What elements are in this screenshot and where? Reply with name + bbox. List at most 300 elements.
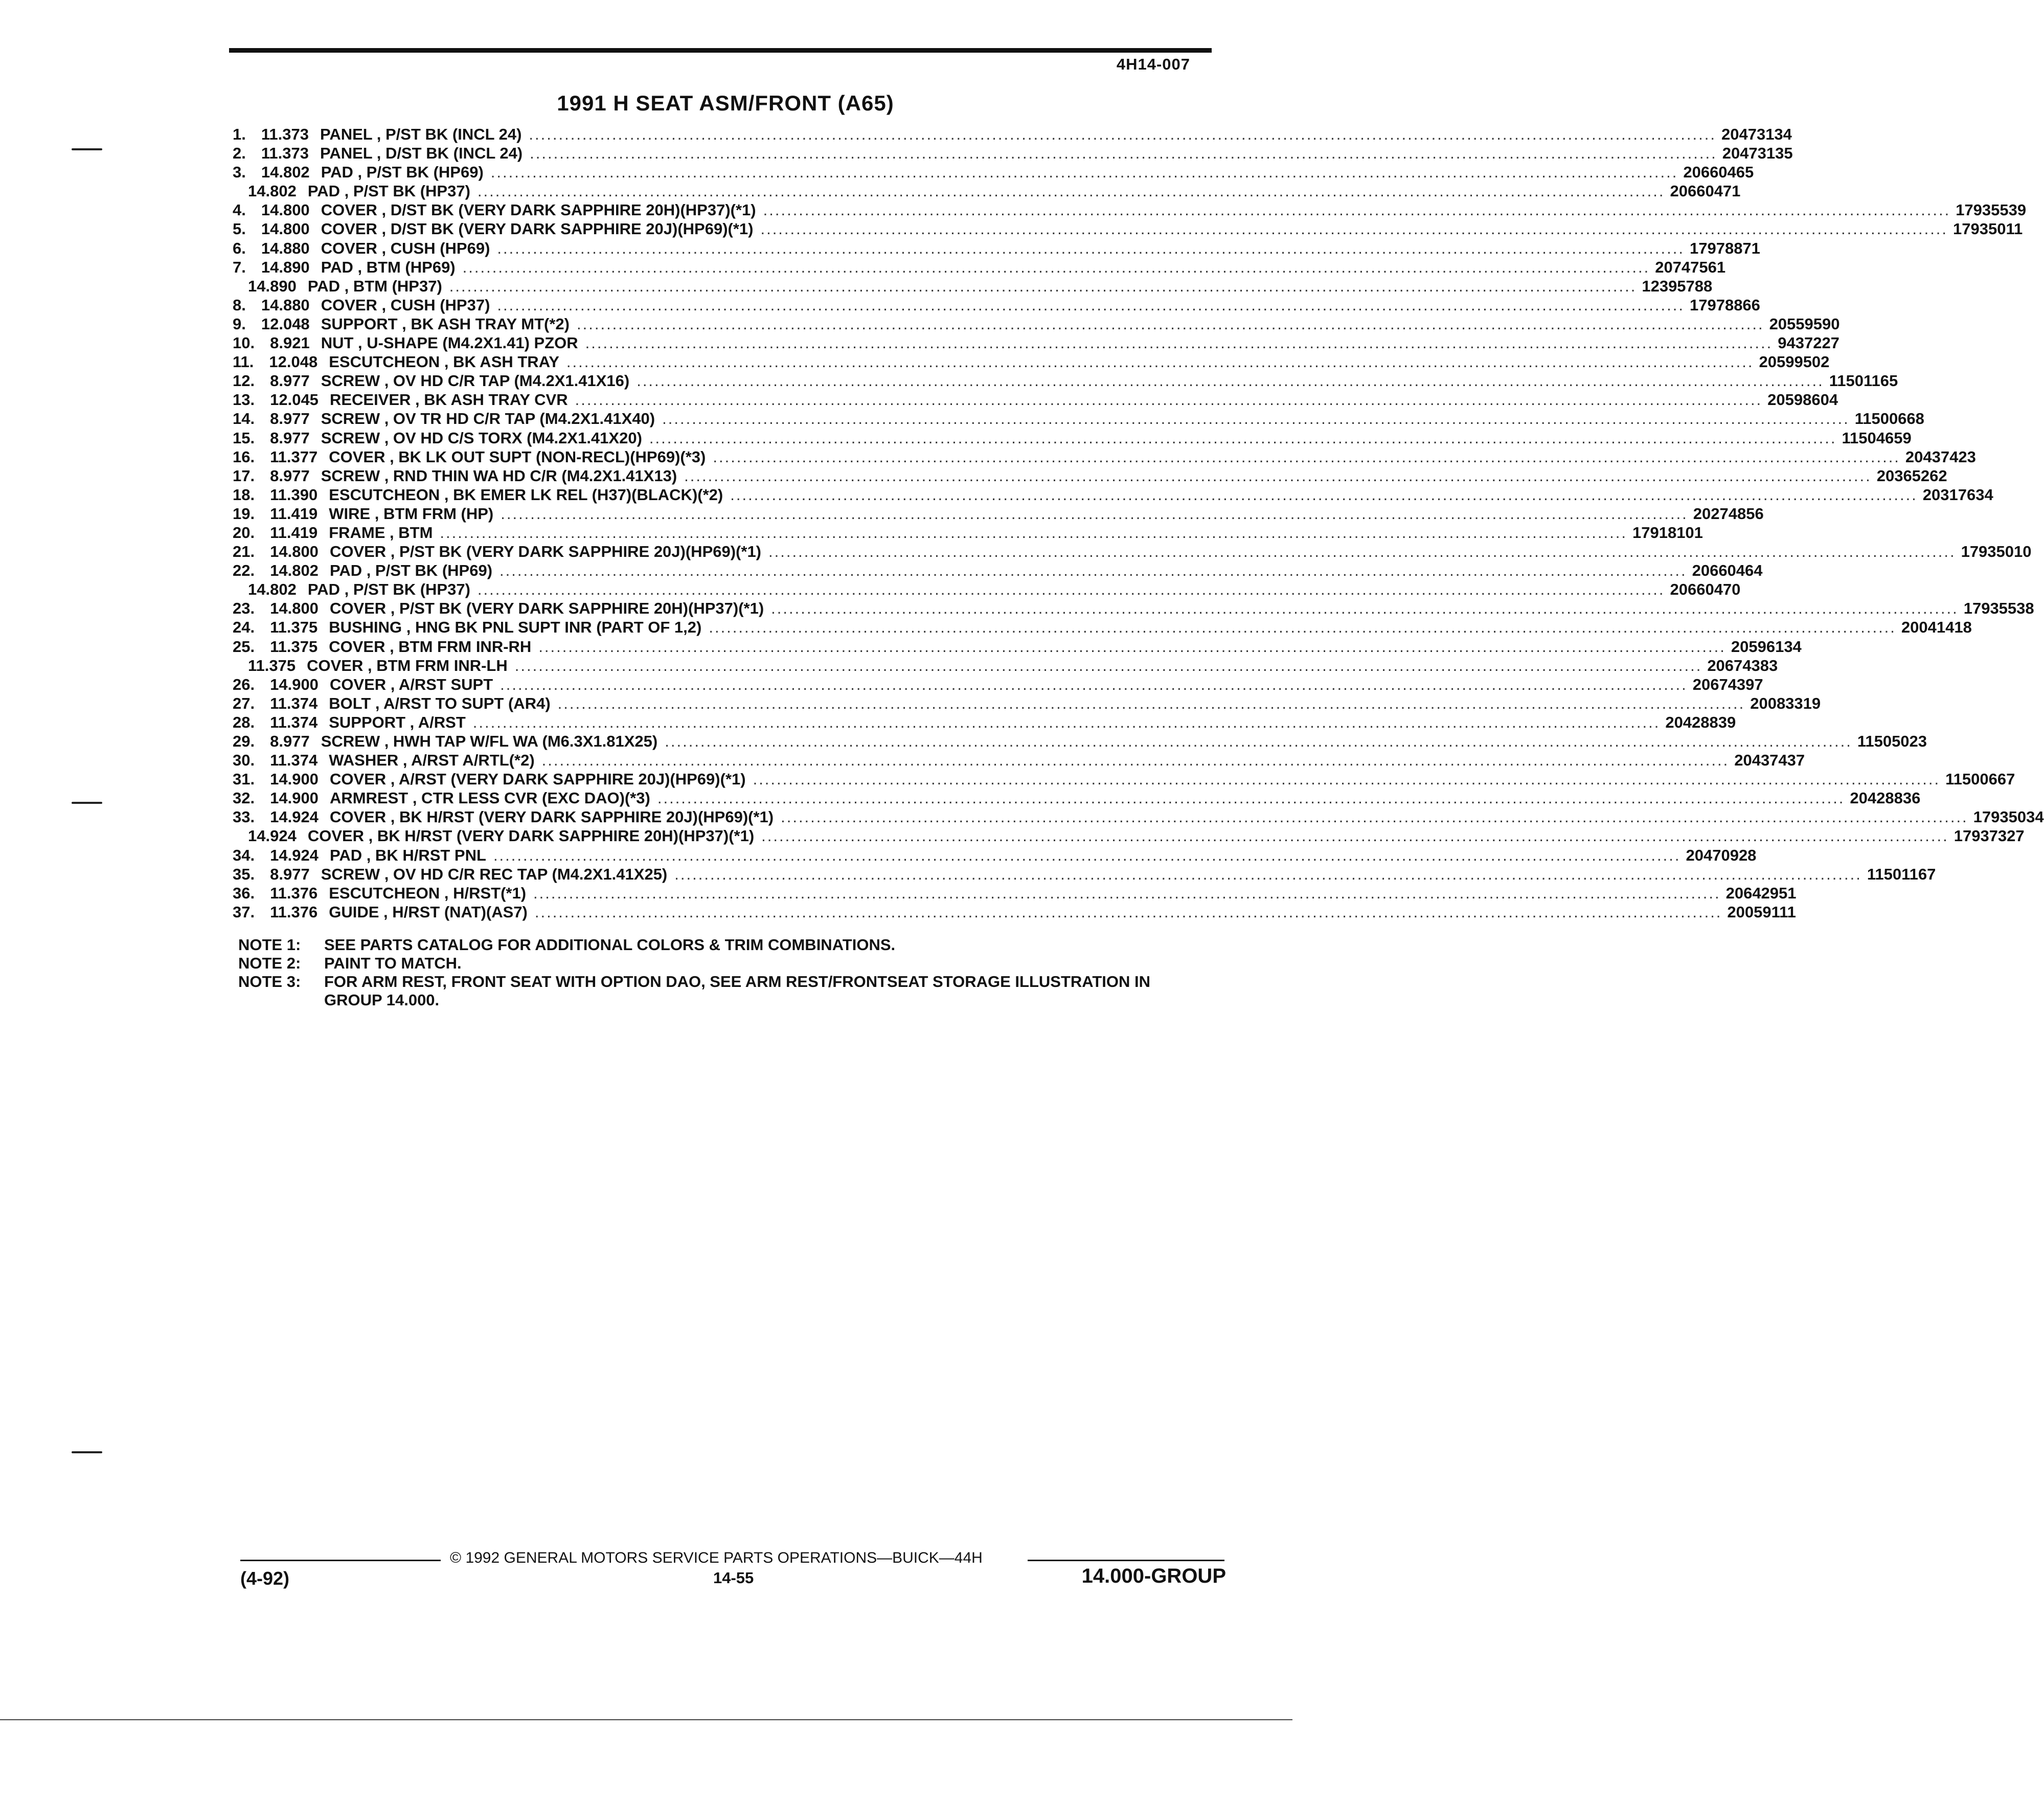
dot-leader: ........................................................................................................................................................................................................: [763, 201, 1951, 219]
description-text: BOLT , A/RST TO SUPT (AR4): [329, 694, 551, 712]
group-number: 14.802: [270, 561, 319, 580]
part-number: 20437423: [1905, 447, 1976, 466]
item-number: 16.: [233, 447, 255, 466]
footer-page-number: 14-55: [713, 1569, 754, 1587]
item-number: 4.: [233, 201, 246, 219]
note: [238, 973, 1168, 1009]
item-number: 26.: [233, 675, 255, 693]
part-number: 12395788: [1642, 277, 1713, 295]
description-text: PAD , BK H/RST PNL: [329, 846, 486, 864]
table-row: [233, 865, 1936, 884]
part-description: [330, 789, 1850, 807]
group-number: 8.977: [270, 372, 310, 390]
part-number: 20274856: [1693, 504, 1764, 523]
description-text: COVER , BK LK OUT SUPT (NON-RECL)(HP69)(*3): [329, 447, 706, 466]
description-text: COVER , A/RST (VERY DARK SAPPHIRE 20J)(HP69)(*1): [329, 770, 746, 789]
description-text: SCREW , OV TR HD C/R TAP (M4.2X1.41X40): [321, 410, 655, 428]
table-row: [233, 694, 1821, 713]
dot-leader: ........................................................................................................................................................................................................: [440, 523, 1627, 542]
part-description: [321, 163, 1684, 182]
part-number: 20041418: [1901, 618, 1972, 637]
group-number: 14.900: [270, 770, 319, 789]
dot-leader: ........................................................................................................................................................................................................: [538, 637, 1726, 656]
dot-leader: ........................................................................................................................................................................................................: [499, 561, 1687, 580]
footer-rule-right: [1028, 1560, 1224, 1561]
table-row: [233, 618, 1972, 637]
group-number: 11.419: [270, 504, 318, 523]
item-number: 36.: [233, 884, 255, 902]
part-description: [330, 676, 1693, 694]
part-description: [330, 770, 1945, 789]
dot-leader: ........................................................................................................................................................................................................: [709, 618, 1896, 637]
page-title: 1991 H SEAT ASM/FRONT (A65): [557, 91, 894, 115]
part-number: 20437437: [1734, 751, 1805, 770]
part-description: [329, 353, 1759, 371]
part-number: 17935034: [1973, 808, 2044, 826]
dot-leader: ........................................................................................................................................................................................................: [514, 656, 1702, 674]
page-code: 4H14-007: [1116, 55, 1190, 73]
dot-leader: ........................................................................................................................................................................................................: [577, 314, 1764, 333]
part-number: 17937327: [1954, 827, 2025, 845]
table-row: [233, 580, 1741, 599]
table-row: [233, 523, 1703, 543]
group-number: 14.880: [261, 296, 310, 314]
description-text: SCREW , OV HD C/R REC TAP (M4.2X1.41X25): [321, 865, 668, 883]
dot-leader: ........................................................................................................................................................................................................: [684, 466, 1872, 485]
hole-punch-mark: [72, 148, 102, 150]
group-number: 14.802: [261, 163, 310, 182]
part-description: [329, 618, 1901, 637]
hole-punch-mark: [72, 1451, 102, 1453]
note-label: NOTE 3:: [238, 973, 301, 991]
dot-leader: ........................................................................................................................................................................................................: [497, 239, 1685, 257]
table-row: [233, 827, 2025, 846]
part-description: [330, 808, 1973, 826]
part-description: [321, 258, 1655, 277]
item-number: 27.: [233, 694, 255, 712]
footer-copyright: © 1992 GENERAL MOTORS SERVICE PARTS OPERATIONS—BUICK—44H: [450, 1549, 983, 1566]
group-number: 8.977: [270, 466, 310, 485]
description-text: SUPPORT , A/RST: [329, 713, 466, 731]
item-number: 24.: [233, 618, 255, 637]
part-description: [321, 296, 1690, 314]
part-description: [321, 372, 1829, 390]
group-number: 8.977: [270, 865, 310, 883]
item-number: 21.: [233, 543, 255, 561]
part-number: 20083319: [1750, 694, 1821, 712]
description-text: COVER , P/ST BK (VERY DARK SAPPHIRE 20J)(HP69)(*1): [329, 543, 762, 561]
part-description: [329, 903, 1727, 921]
description-text: SUPPORT , BK ASH TRAY MT(*2): [321, 314, 570, 333]
table-row: [233, 504, 1764, 524]
item-number: 30.: [233, 751, 255, 770]
footer-date: (4-92): [240, 1568, 290, 1589]
table-row: [233, 429, 1912, 448]
description-text: PAD , P/ST BK (HP37): [307, 580, 470, 599]
dot-leader: ........................................................................................................................................................................................................: [477, 182, 1665, 200]
dot-leader: ........................................................................................................................................................................................................: [713, 447, 1900, 466]
description-text: PAD , P/ST BK (HP37): [307, 182, 470, 200]
dot-leader: ........................................................................................................................................................................................................: [493, 846, 1681, 864]
group-number: 11.374: [270, 694, 318, 712]
dot-leader: ........................................................................................................................................................................................................: [462, 258, 1650, 276]
item-number: 33.: [233, 808, 255, 826]
description-text: COVER , A/RST SUPT: [329, 675, 493, 693]
bottom-rule: [0, 1719, 1292, 1720]
part-description: [321, 220, 1953, 238]
item-number: 32.: [233, 789, 255, 807]
part-number: 20747561: [1655, 258, 1726, 276]
dot-leader: ........................................................................................................................................................................................................: [585, 334, 1773, 352]
item-number: 20.: [233, 523, 255, 542]
table-row: [233, 201, 2027, 220]
group-number: 12.048: [269, 353, 318, 371]
table-row: [233, 163, 1754, 182]
table-row: [233, 675, 1763, 694]
part-number: 20642951: [1725, 884, 1797, 902]
part-description: [329, 694, 1750, 713]
part-description: [329, 638, 1731, 656]
part-description: [329, 884, 1725, 903]
part-number: 20470928: [1686, 846, 1757, 864]
note: [238, 954, 1168, 973]
group-number: 14.800: [270, 599, 319, 618]
note-label: NOTE 2:: [238, 954, 301, 972]
group-number: 11.374: [270, 713, 318, 731]
dot-leader: ........................................................................................................................................................................................................: [662, 410, 1850, 428]
dot-leader: ........................................................................................................................................................................................................: [501, 504, 1688, 523]
description-text: ESCUTCHEON , BK EMER LK REL (H37)(BLACK)(*2): [329, 485, 723, 504]
group-number: 14.802: [248, 182, 297, 200]
dot-leader: ........................................................................................................................................................................................................: [771, 599, 1959, 618]
description-text: WIRE , BTM FRM (HP): [329, 504, 494, 523]
item-number: 2.: [233, 144, 246, 163]
part-description: [308, 277, 1642, 296]
part-number: 20059111: [1727, 903, 1796, 921]
part-number: 20428836: [1850, 789, 1921, 807]
group-number: 14.924: [248, 827, 297, 845]
description-text: GUIDE , H/RST (NAT)(AS7): [329, 903, 528, 921]
dot-leader: ........................................................................................................................................................................................................: [760, 220, 1948, 238]
top-rule: [229, 48, 1212, 53]
description-text: SCREW , OV HD C/R TAP (M4.2X1.41X16): [321, 372, 630, 390]
item-number: 22.: [233, 561, 255, 580]
item-number: 35.: [233, 865, 255, 883]
description-text: COVER , BTM FRM INR-LH: [307, 656, 508, 674]
part-number: 20473135: [1722, 144, 1793, 163]
group-number: 11.373: [261, 125, 309, 143]
item-number: 29.: [233, 732, 255, 750]
group-number: 14.900: [270, 789, 319, 807]
group-number: 8.977: [270, 732, 310, 750]
group-number: 11.377: [270, 447, 318, 466]
table-row: [233, 239, 1760, 258]
part-description: [320, 125, 1721, 144]
part-number: 20660464: [1692, 561, 1763, 580]
dot-leader: ........................................................................................................................................................................................................: [566, 353, 1754, 371]
group-number: 11.375: [270, 637, 318, 656]
group-number: 14.800: [261, 201, 310, 219]
hole-punch-mark: [72, 802, 102, 804]
item-number: 28.: [233, 713, 255, 731]
dot-leader: ........................................................................................................................................................................................................: [768, 543, 1956, 561]
part-number: 11501167: [1867, 865, 1936, 883]
part-description: [321, 429, 1842, 447]
part-number: 17978866: [1689, 296, 1760, 314]
note-text: SEE PARTS CATALOG FOR ADDITIONAL COLORS & TRIM COMBINATIONS.: [324, 936, 896, 954]
group-number: 14.800: [261, 220, 310, 238]
table-row: [233, 372, 1898, 391]
description-text: ARMREST , CTR LESS CVR (EXC DAO)(*3): [329, 789, 650, 807]
dot-leader: ........................................................................................................................................................................................................: [541, 751, 1730, 770]
item-number: 31.: [233, 770, 255, 789]
dot-leader: ........................................................................................................................................................................................................: [472, 713, 1661, 731]
table-row: [233, 770, 2015, 789]
part-number: 20365262: [1876, 466, 1947, 485]
group-number: 14.802: [248, 580, 297, 599]
item-number: 8.: [233, 296, 246, 314]
group-number: 11.375: [248, 656, 296, 674]
table-row: [233, 884, 1797, 903]
note-text: PAINT TO MATCH.: [324, 954, 462, 972]
item-number: 19.: [233, 504, 255, 523]
description-text: COVER , D/ST BK (VERY DARK SAPPHIRE 20J)(HP69)(*1): [321, 220, 754, 238]
item-number: 15.: [233, 429, 255, 447]
dot-leader: ........................................................................................................................................................................................................: [534, 903, 1722, 921]
part-description: [321, 334, 1778, 352]
group-number: 11.419: [270, 523, 318, 542]
item-number: 5.: [233, 220, 246, 238]
description-text: SCREW , HWH TAP W/FL WA (M6.3X1.81X25): [321, 732, 658, 750]
table-row: [233, 125, 1792, 144]
description-text: RECEIVER , BK ASH TRAY CVR: [329, 391, 568, 409]
part-description: [308, 182, 1670, 200]
description-text: COVER , BK H/RST (VERY DARK SAPPHIRE 20H)(HP37)(*1): [307, 827, 755, 845]
table-row: [233, 391, 1838, 410]
description-text: PAD , P/ST BK (HP69): [329, 561, 493, 580]
part-description: [330, 599, 1964, 618]
dot-leader: ........................................................................................................................................................................................................: [500, 675, 1688, 693]
group-number: 11.373: [261, 144, 309, 163]
group-number: 14.924: [270, 846, 319, 864]
table-row: [233, 410, 1924, 429]
description-text: BUSHING , HNG BK PNL SUPT INR (PART OF 1,2): [329, 618, 702, 637]
part-description: [329, 751, 1734, 770]
part-description: [321, 865, 1867, 884]
description-text: PAD , P/ST BK (HP69): [321, 163, 484, 182]
description-text: COVER , CUSH (HP69): [321, 239, 490, 257]
table-row: [233, 296, 1760, 315]
part-number: 20428839: [1665, 713, 1736, 731]
item-number: 6.: [233, 239, 246, 257]
description-text: COVER , CUSH (HP37): [321, 296, 490, 314]
part-description: [308, 827, 1954, 845]
part-number: 20317634: [1922, 485, 1993, 504]
item-number: 7.: [233, 258, 246, 276]
group-number: 8.921: [270, 334, 310, 352]
part-description: [307, 657, 1707, 675]
part-description: [329, 505, 1693, 523]
part-number: 20660471: [1670, 182, 1741, 200]
dot-leader: ........................................................................................................................................................................................................: [533, 884, 1721, 902]
part-description: [330, 391, 1767, 409]
group-number: 11.374: [270, 751, 318, 770]
dot-leader: ........................................................................................................................................................................................................: [753, 770, 1941, 789]
dot-leader: ........................................................................................................................................................................................................: [730, 485, 1918, 504]
group-number: 8.977: [270, 429, 310, 447]
group-number: 14.900: [270, 675, 319, 693]
description-text: COVER , BTM FRM INR-RH: [329, 637, 532, 656]
table-row: [233, 182, 1741, 201]
part-description: [330, 543, 1961, 561]
table-row: [233, 258, 1726, 277]
part-number: 20473134: [1721, 125, 1792, 143]
item-number: 23.: [233, 599, 255, 618]
part-number: 20674397: [1692, 675, 1763, 693]
part-number: 11501165: [1829, 372, 1898, 390]
table-row: [233, 789, 1921, 808]
dot-leader: ........................................................................................................................................................................................................: [490, 163, 1678, 182]
part-description: [321, 732, 1857, 751]
description-text: COVER , BK H/RST (VERY DARK SAPPHIRE 20J)(HP69)(*1): [329, 808, 774, 826]
description-text: NUT , U-SHAPE (M4.2X1.41) PZOR: [321, 334, 578, 352]
group-number: 12.048: [261, 314, 310, 333]
part-number: 11504659: [1842, 429, 1912, 447]
part-description: [308, 580, 1670, 599]
dot-leader: ........................................................................................................................................................................................................: [557, 694, 1745, 712]
part-number: 20674383: [1707, 656, 1778, 674]
description-text: ESCUTCHEON , BK ASH TRAY: [329, 353, 559, 371]
item-number: 9.: [233, 314, 246, 333]
dot-leader: ........................................................................................................................................................................................................: [477, 580, 1665, 599]
table-row: [233, 144, 1793, 163]
note-label: NOTE 1:: [238, 936, 301, 954]
item-number: 10.: [233, 334, 255, 352]
notes-section: [238, 936, 1168, 1009]
group-number: 12.045: [270, 391, 319, 409]
dot-leader: ........................................................................................................................................................................................................: [637, 372, 1824, 390]
table-row: [233, 808, 2044, 827]
table-row: [233, 561, 1763, 580]
table-row: [233, 353, 1830, 372]
part-number: 17935538: [1963, 599, 2034, 618]
dot-leader: ........................................................................................................................................................................................................: [449, 277, 1637, 295]
item-number: 12.: [233, 372, 255, 390]
dot-leader: ........................................................................................................................................................................................................: [665, 732, 1852, 750]
part-description: [321, 410, 1855, 428]
part-number: 11505023: [1857, 732, 1927, 750]
table-row: [233, 314, 1840, 334]
part-description: [330, 846, 1686, 865]
dot-leader: ........................................................................................................................................................................................................: [529, 125, 1716, 143]
group-number: 14.800: [270, 543, 319, 561]
table-row: [233, 751, 1805, 770]
part-description: [321, 201, 1956, 219]
group-number: 14.924: [270, 808, 319, 826]
part-number: 11500667: [1945, 770, 2015, 789]
footer-rule-left: [240, 1560, 441, 1561]
part-description: [329, 713, 1665, 732]
part-description: [329, 448, 1905, 466]
table-row: [233, 447, 1976, 467]
part-number: 20660470: [1670, 580, 1741, 599]
description-text: PAD , BTM (HP37): [307, 277, 442, 295]
part-number: 20598604: [1767, 391, 1838, 409]
part-number: 20596134: [1731, 637, 1802, 656]
group-number: 11.390: [270, 485, 318, 504]
part-number: 17978871: [1689, 239, 1760, 257]
group-number: 11.376: [270, 884, 318, 902]
description-text: COVER , D/ST BK (VERY DARK SAPPHIRE 20H)(HP37)(*1): [321, 201, 756, 219]
table-row: [233, 846, 1757, 865]
part-number: 11500668: [1854, 410, 1924, 428]
note: [238, 936, 1168, 954]
description-text: SCREW , OV HD C/S TORX (M4.2X1.41X20): [321, 429, 642, 447]
group-number: 8.977: [270, 410, 310, 428]
item-number: 14.: [233, 410, 255, 428]
group-number: 11.375: [270, 618, 318, 637]
part-number: 20660465: [1683, 163, 1754, 182]
item-number: 1.: [233, 125, 246, 143]
part-number: 17918101: [1632, 523, 1703, 542]
item-number: 13.: [233, 391, 255, 409]
group-number: 14.890: [248, 277, 297, 295]
group-number: 14.890: [261, 258, 310, 276]
description-text: SCREW , RND THIN WA HD C/R (M4.2X1.41X13): [321, 466, 677, 485]
dot-leader: ........................................................................................................................................................................................................: [761, 827, 1949, 845]
description-text: WASHER , A/RST A/RTL(*2): [329, 751, 535, 770]
item-number: 17.: [233, 466, 255, 485]
table-row: [233, 637, 1802, 657]
group-number: 14.880: [261, 239, 310, 257]
table-row: [233, 732, 1927, 751]
item-number: 18.: [233, 485, 255, 504]
part-number: 17935011: [1953, 220, 2023, 238]
part-description: [329, 486, 1923, 504]
dot-leader: ........................................................................................................................................................................................................: [674, 865, 1862, 883]
dot-leader: ........................................................................................................................................................................................................: [657, 789, 1845, 807]
part-description: [321, 239, 1690, 258]
dot-leader: ........................................................................................................................................................................................................: [497, 296, 1685, 314]
table-row: [233, 220, 2023, 239]
description-text: PAD , BTM (HP69): [321, 258, 456, 276]
table-row: [233, 656, 1778, 676]
part-description: [329, 524, 1632, 542]
description-text: PANEL , D/ST BK (INCL 24): [320, 144, 523, 163]
item-number: 3.: [233, 163, 246, 182]
part-number: 20559590: [1769, 314, 1840, 333]
table-row: [233, 543, 2032, 561]
description-text: ESCUTCHEON , H/RST(*1): [329, 884, 527, 902]
table-row: [233, 334, 1839, 353]
dot-leader: ........................................................................................................................................................................................................: [649, 429, 1837, 447]
description-text: COVER , P/ST BK (VERY DARK SAPPHIRE 20H)(HP37)(*1): [329, 599, 764, 618]
dot-leader: ........................................................................................................................................................................................................: [575, 391, 1763, 409]
note-text: FOR ARM REST, FRONT SEAT WITH OPTION DAO, SEE ARM REST/FRONTSEAT STORAGE ILLUSTRATION IN GROUP 14.000.: [324, 973, 1151, 1009]
table-row: [233, 903, 1796, 922]
item-number: 34.: [233, 846, 255, 864]
part-number: 17935539: [1956, 201, 2027, 219]
table-row: [233, 485, 1993, 505]
table-row: [233, 713, 1736, 732]
part-description: [330, 561, 1692, 580]
description-text: FRAME , BTM: [329, 523, 433, 542]
part-number: 20599502: [1759, 353, 1830, 371]
part-description: [320, 144, 1722, 163]
part-description: [321, 315, 1769, 333]
footer-group: 14.000-GROUP: [1081, 1565, 1226, 1587]
item-number: 37.: [233, 903, 255, 921]
